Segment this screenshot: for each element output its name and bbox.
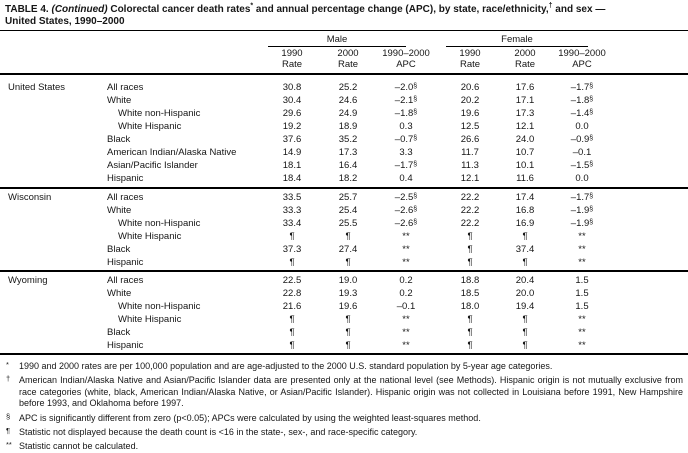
- female-2000-rate: ¶: [522, 314, 528, 325]
- column-gap: [432, 217, 446, 230]
- footnote-marker-asterisk: *: [250, 2, 254, 10]
- male-apc: –2.0§: [394, 82, 418, 93]
- footnote-marker: ¶: [6, 426, 11, 436]
- race-cell: White: [107, 205, 132, 216]
- state-cell: [8, 243, 107, 256]
- table-row: [0, 107, 688, 120]
- female-apc: –1.8§: [570, 95, 594, 106]
- male-1990-rate: 19.2: [282, 121, 302, 132]
- male-1990-rate: 18.1: [282, 160, 302, 171]
- female-2000-rate: 20.0: [515, 288, 535, 299]
- male-apc: –1.8§: [394, 108, 418, 119]
- column-gap: [432, 243, 446, 256]
- race-cell: Asian/Pacific Islander: [107, 160, 198, 171]
- race-cell: Black: [107, 327, 131, 338]
- male-apc: –0.7§: [394, 134, 418, 145]
- female-apc: –1.9§: [570, 205, 594, 216]
- female-1990-rate: ¶: [467, 257, 473, 268]
- column-gap: [432, 133, 446, 146]
- female-2000-rate: 12.1: [515, 121, 535, 132]
- table-row: [0, 172, 688, 185]
- male-1990-rate: 33.5: [282, 192, 302, 203]
- male-2000-rate: 19.6: [338, 301, 358, 312]
- female-apc: –0.9§: [570, 134, 594, 145]
- table-row: [0, 339, 688, 352]
- state-cell: [8, 256, 107, 269]
- male-1990-rate: ¶: [289, 257, 295, 268]
- table-title: [0, 0, 688, 27]
- female-1990-rate: 11.3: [461, 160, 479, 171]
- female-1990-rate: 20.6: [460, 82, 480, 93]
- male-1990-rate: 33.4: [282, 218, 302, 229]
- male-apc: 3.3: [399, 147, 413, 158]
- female-2000-rate: ¶: [522, 340, 528, 351]
- female-apc: –1.7§: [570, 192, 594, 203]
- state-cell: [8, 287, 107, 300]
- column-gap: [432, 326, 446, 339]
- male-1990-rate: 21.6: [282, 301, 302, 312]
- female-1990-rate: 11.7: [461, 147, 479, 158]
- column-gap: [432, 313, 446, 326]
- male-apc: **: [402, 314, 410, 325]
- female-1990-rate: ¶: [467, 244, 473, 255]
- female-2000-rate: ¶: [522, 257, 528, 268]
- female-2000-rate: 10.7: [515, 147, 535, 158]
- title-text-line2: United States, 1990–2000: [5, 15, 125, 27]
- male-group-header: Male: [268, 34, 406, 47]
- female-2000-rate: 17.3: [515, 108, 535, 119]
- table-row: [0, 326, 688, 339]
- footnotes: [0, 355, 688, 453]
- section-wisconsin: [0, 187, 688, 270]
- title-text-3: and sex —: [552, 4, 606, 15]
- footnote: [6, 425, 683, 438]
- male-apc: **: [402, 244, 410, 255]
- male-2000-rate: ¶: [345, 340, 351, 351]
- table-row: [0, 313, 688, 326]
- male-1990-rate: ¶: [289, 314, 295, 325]
- female-1990-rate: 12.1: [460, 173, 480, 184]
- male-2000-rate: ¶: [345, 327, 351, 338]
- race-cell: Hispanic: [107, 257, 144, 268]
- male-apc: –1.7§: [394, 160, 418, 171]
- footnote-text: 1990 and 2000 rates are per 100,000 population and are age-adjusted to the 2000 U.S. standard population by 5-year age categories.: [19, 361, 553, 371]
- male-apc: **: [402, 231, 410, 242]
- female-2000-rate: ¶: [522, 231, 528, 242]
- section-wyoming: [0, 270, 688, 353]
- footnote-marker: *: [6, 360, 9, 369]
- female-1990-rate: ¶: [467, 327, 473, 338]
- female-apc: –1.9§: [570, 218, 594, 229]
- table-row: [0, 300, 688, 313]
- male-apc: 0.4: [399, 173, 413, 184]
- race-cell: White Hispanic: [118, 121, 182, 132]
- table-row: [0, 256, 688, 269]
- male-1990-rate: ¶: [289, 340, 295, 351]
- table-row: [0, 81, 688, 94]
- male-1990-rate: 37.6: [282, 134, 302, 145]
- male-apc: –0.1: [396, 301, 416, 312]
- male-apc: 0.2: [399, 275, 413, 286]
- race-cell: White non-Hispanic: [118, 218, 201, 229]
- column-gap: [432, 274, 446, 287]
- race-cell: White: [107, 95, 132, 106]
- female-1990-rate: 20.2: [460, 95, 480, 106]
- state-cell: [8, 159, 107, 172]
- column-group-header: [0, 31, 688, 47]
- race-cell: Black: [107, 134, 131, 145]
- title-text-1: Colorectal cancer death rates: [107, 4, 251, 15]
- column-gap: [432, 81, 446, 94]
- male-apc: –2.5§: [394, 192, 418, 203]
- female-1990-rate: 18.0: [460, 301, 480, 312]
- table-row: [0, 230, 688, 243]
- column-gap: [432, 172, 446, 185]
- footnote-marker: §: [6, 411, 11, 421]
- female-2000-rate: 19.4: [515, 301, 535, 312]
- section-united-states: [0, 75, 688, 187]
- table-row: [0, 94, 688, 107]
- male-apc: –2.6§: [394, 218, 418, 229]
- male-2000-rate: ¶: [345, 231, 351, 242]
- female-apc: **: [578, 314, 586, 325]
- column-gap: [432, 107, 446, 120]
- male-2000-rate: 25.2: [338, 82, 358, 93]
- female-1990-rate: 12.5: [460, 121, 480, 132]
- female-1990-rate: 18.8: [460, 275, 480, 286]
- female-apc: 0.0: [575, 121, 589, 132]
- table-row: [0, 274, 688, 287]
- column-gap: [432, 230, 446, 243]
- column-gap: [432, 120, 446, 133]
- male-1990-rate: 22.5: [282, 275, 302, 286]
- female-1990-rate: 19.6: [460, 108, 480, 119]
- male-2000-rate: 25.4: [338, 205, 358, 216]
- state-cell: [8, 326, 107, 339]
- male-1990-rate: 29.6: [282, 108, 302, 119]
- female-apc: **: [578, 340, 586, 351]
- state-cell: [8, 94, 107, 107]
- state-cell: Wisconsin: [8, 192, 52, 203]
- male-1990-rate: 33.3: [282, 205, 302, 216]
- female-apc: –1.5§: [570, 160, 594, 171]
- female-1990-rate: 22.2: [460, 192, 480, 203]
- table-row: [0, 159, 688, 172]
- state-cell: [8, 107, 107, 120]
- column-gap: [432, 287, 446, 300]
- female-apc: –0.1: [572, 147, 592, 158]
- male-1990-rate: 30.4: [282, 95, 302, 106]
- footnote-text: Statistic cannot be calculated.: [19, 441, 139, 452]
- table-row: [0, 204, 688, 217]
- race-cell: All races: [107, 275, 144, 286]
- race-cell: White: [107, 288, 132, 299]
- female-apc: –1.4§: [570, 108, 594, 119]
- female-apc: 1.5: [575, 288, 589, 299]
- male-1990-rate: 22.8: [282, 288, 302, 299]
- male-2000-rate: 19.0: [338, 275, 358, 286]
- male-apc: 0.3: [399, 121, 413, 132]
- male-2000-rate: 24.6: [338, 95, 358, 106]
- male-2000-rate: 25.5: [338, 218, 358, 229]
- male-apc: **: [402, 340, 410, 351]
- title-continued: (Continued): [51, 4, 108, 15]
- male-2000-rate: 17.3: [338, 147, 358, 158]
- female-1990-rate: 22.2: [460, 218, 480, 229]
- state-cell: Wyoming: [8, 275, 48, 286]
- column-headers: [0, 47, 688, 73]
- state-cell: [8, 339, 107, 352]
- female-2000-rate: ¶: [522, 327, 528, 338]
- female-apc: 1.5: [575, 301, 589, 312]
- footnote-marker: **: [6, 440, 12, 450]
- column-gap: [432, 339, 446, 352]
- table-number: TABLE 4.: [5, 4, 52, 15]
- female-2000-rate: 16.8: [515, 205, 535, 216]
- female-2000-rate: 24.0: [515, 134, 535, 145]
- table-row: [0, 191, 688, 204]
- column-gap: [432, 256, 446, 269]
- footnote: [6, 359, 683, 372]
- male-2000-rate: 24.9: [338, 108, 358, 119]
- footnote-marker: †: [6, 374, 11, 384]
- male-1990-rate-header: 1990 Rate: [281, 48, 303, 70]
- race-cell: Black: [107, 244, 131, 255]
- male-2000-rate-header: 2000 Rate: [337, 48, 359, 70]
- male-apc: –2.6§: [394, 205, 418, 216]
- female-apc: **: [578, 231, 586, 242]
- female-apc: 0.0: [575, 173, 589, 184]
- female-1990-rate: ¶: [467, 314, 473, 325]
- female-2000-rate: 11.6: [516, 173, 534, 184]
- state-cell: [8, 313, 107, 326]
- male-apc-header: 1990–2000 APC: [382, 48, 430, 70]
- female-apc: 1.5: [575, 275, 589, 286]
- male-1990-rate: ¶: [289, 231, 295, 242]
- column-gap: [432, 159, 446, 172]
- table-row: [0, 146, 688, 159]
- male-2000-rate: 35.2: [338, 134, 358, 145]
- race-cell: All races: [107, 82, 144, 93]
- female-2000-rate: 16.9: [515, 218, 535, 229]
- male-2000-rate: 27.4: [338, 244, 358, 255]
- female-group-header: Female: [446, 34, 588, 47]
- column-gap: [432, 191, 446, 204]
- footnote-text: Statistic not displayed because the death count is <16 in the state-, sex-, and race-specific category.: [19, 427, 418, 438]
- female-apc-header: 1990–2000 APC: [558, 48, 606, 70]
- state-cell: [8, 120, 107, 133]
- female-1990-rate-header: 1990 Rate: [459, 48, 481, 70]
- race-cell: All races: [107, 192, 144, 203]
- female-apc: **: [578, 327, 586, 338]
- table-row: [0, 287, 688, 300]
- female-apc: –1.7§: [570, 82, 594, 93]
- male-2000-rate: ¶: [345, 257, 351, 268]
- table-row: [0, 243, 688, 256]
- race-cell: Hispanic: [107, 340, 144, 351]
- column-gap: [432, 94, 446, 107]
- race-cell: White non-Hispanic: [118, 301, 201, 312]
- female-1990-rate: ¶: [467, 231, 473, 242]
- column-gap: [432, 204, 446, 217]
- title-text-2: and annual percentage change (APC), by state, race/ethnicity,: [253, 4, 549, 15]
- footnote: [6, 439, 683, 452]
- state-cell: [8, 300, 107, 313]
- male-1990-rate: ¶: [289, 327, 295, 338]
- male-2000-rate: 25.7: [338, 192, 358, 203]
- female-2000-rate: 17.1: [515, 95, 535, 106]
- table-body: [0, 75, 688, 353]
- female-1990-rate: 26.6: [460, 134, 480, 145]
- footnote: [6, 411, 683, 424]
- table-row: [0, 120, 688, 133]
- female-1990-rate: 18.5: [460, 288, 480, 299]
- female-2000-rate: 10.1: [515, 160, 535, 171]
- race-cell: American Indian/Alaska Native: [107, 147, 237, 158]
- race-cell: White Hispanic: [118, 231, 182, 242]
- male-1990-rate: 30.8: [282, 82, 302, 93]
- female-2000-rate: 37.4: [515, 244, 535, 255]
- male-apc: 0.2: [399, 288, 413, 299]
- state-cell: [8, 204, 107, 217]
- female-2000-rate: 20.4: [515, 275, 535, 286]
- state-cell: [8, 172, 107, 185]
- male-1990-rate: 37.3: [282, 244, 302, 255]
- male-2000-rate: 19.3: [338, 288, 358, 299]
- male-1990-rate: 18.4: [282, 173, 302, 184]
- male-2000-rate: 18.9: [338, 121, 358, 132]
- table-row: [0, 133, 688, 146]
- state-cell: [8, 133, 107, 146]
- male-apc: **: [402, 257, 410, 268]
- female-2000-rate: 17.4: [515, 192, 535, 203]
- male-apc: **: [402, 327, 410, 338]
- footnote-text: American Indian/Alaska Native and Asian/Pacific Islander data are presented only at the national level (see Methods). Hispanic origin is not mutually exclusive from race categories (white, black, American Indian/Alaska Native, or Asian/Pacific Islander). Hispanic origin was not collected in Louisiana before 1991, New Hampshire before 1993, and Oklahoma before 1997.: [19, 375, 683, 409]
- table-row: [0, 217, 688, 230]
- female-2000-rate-header: 2000 Rate: [514, 48, 536, 70]
- column-gap: [432, 146, 446, 159]
- male-2000-rate: 18.2: [338, 173, 358, 184]
- male-2000-rate: ¶: [345, 314, 351, 325]
- state-cell: [8, 146, 107, 159]
- female-1990-rate: ¶: [467, 340, 473, 351]
- male-apc: –2.1§: [394, 95, 418, 106]
- race-cell: Hispanic: [107, 173, 144, 184]
- state-cell: [8, 230, 107, 243]
- female-apc: **: [578, 257, 586, 268]
- race-cell: White non-Hispanic: [118, 108, 201, 119]
- footnote: [6, 373, 683, 409]
- female-apc: **: [578, 244, 586, 255]
- male-2000-rate: 16.4: [338, 160, 358, 171]
- male-1990-rate: 14.9: [282, 147, 302, 158]
- column-gap: [432, 300, 446, 313]
- footnote-marker-dagger: †: [548, 2, 553, 10]
- state-cell: [8, 217, 107, 230]
- female-2000-rate: 17.6: [515, 82, 535, 93]
- race-cell: White Hispanic: [118, 314, 182, 325]
- female-1990-rate: 22.2: [460, 205, 480, 216]
- state-cell: United States: [8, 82, 66, 93]
- footnote-text: APC is significantly different from zero (p<0.05); APCs were calculated by using the weighted least-squares method.: [19, 412, 481, 423]
